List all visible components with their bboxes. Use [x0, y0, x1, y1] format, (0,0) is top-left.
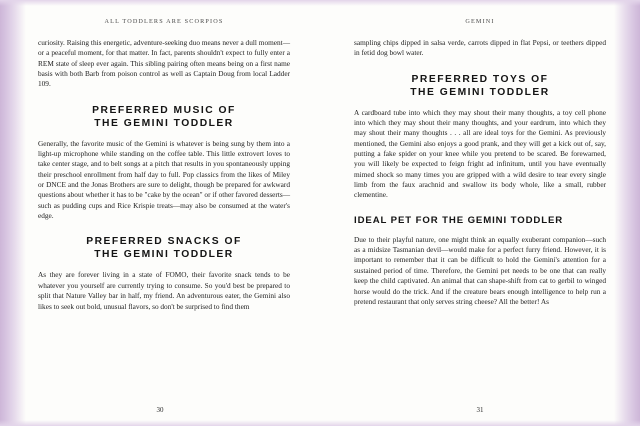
paragraph: sampling chips dipped in salsa verde, carrots dipped in flat Pepsi, or teethers dipped in fetid dog bowl water. [354, 38, 606, 58]
paragraph: Generally, the favorite music of the Gemini is whatever is being sung by them into a light-up microphone while standing on the coffee table. This little extrovert loves to take center stage, and to belt songs at a pitch that results in you spontaneously upping their preschool enrollment from half day to full. Pop classics from the likes of Miley or DNCE and the Jonas Brothers are sure to delight, though be prepared for awkward questions about whether it has to be "cake by the ocean" or if other favored desserts—such as pudding cups and Rice Krispie treats—may also be consumed at the water's edge. [38, 138, 290, 221]
section-heading-preferred-music: PREFERRED MUSIC OF THE GEMINI TODDLER [92, 104, 236, 129]
paragraph: curiosity. Raising this energetic, adventure-seeking duo means never a dull moment—or a peaceful moment, for that matter. In fact, parents shouldn't expect to fully enter a REM state of sleep ever again. This sibling pairing often means being on a first name basis with both Barb from poison control as well as Captain Doug from local Ladder 109. [38, 38, 290, 89]
paragraph: A cardboard tube into which they may shout their many thoughts, a toy cell phone into which they may shout their many thoughts, and your eardrum, into which they may shout their many thoughts . . . all are ideal toys for the Gemini. As previously mentioned, the Gemini also enjoys a good prank, and they will get a kick out of, say, putting a fake spider on your knee while you pretend to be scared. Be forewarned, you will likely be expected to feign fright ad infinitum, until you have eventually mimed shock so many times you are gripped with a wild desire to tear every single limb from the faux arachnid and swallow its body whole, like a small, rubber clementine. [354, 107, 606, 200]
running-head-right: GEMINI [465, 18, 495, 25]
page-number-left: 30 [156, 406, 164, 414]
running-head-left: ALL TODDLERS ARE SCORPIOS [104, 18, 224, 25]
section-heading-preferred-snacks: PREFERRED SNACKS OF THE GEMINI TODDLER [86, 236, 242, 261]
page-number-right: 31 [476, 406, 484, 414]
body-column-right [354, 38, 606, 307]
section-heading-preferred-toys: PREFERRED TOYS OF THE GEMINI TODDLER [410, 73, 550, 98]
section-heading-ideal-pet: IDEAL PET FOR THE GEMINI TODDLER [354, 214, 564, 226]
paragraph: Due to their playful nature, one might think an equally exuberant companion—such as a midsize Tasmanian devil—would make for a perfect furry friend. However, it is important to remember that it can be difficult to hold the Gemini's attention for a sustained period of time. Therefore, the Gemini pet needs to be one that can really keep the child captivated. An animal that can shape-shift from cat to gerbil to winged horse would do the trick. And if the creature bears enough intelligence to help run a pretend restaurant that only serves string cheese? All the better! As [354, 234, 606, 306]
page-right [320, 0, 640, 426]
paragraph: As they are forever living in a state of FOMO, their favorite snack tends to be whatever you yourself are currently trying to consume. So you'd best be prepared to split that Nature Valley bar in half, my friend. An adventurous eater, the Gemini also likes to seek out bold, unusual flavors, so don't be surprised to find them [38, 270, 290, 311]
body-column-left [38, 38, 290, 312]
